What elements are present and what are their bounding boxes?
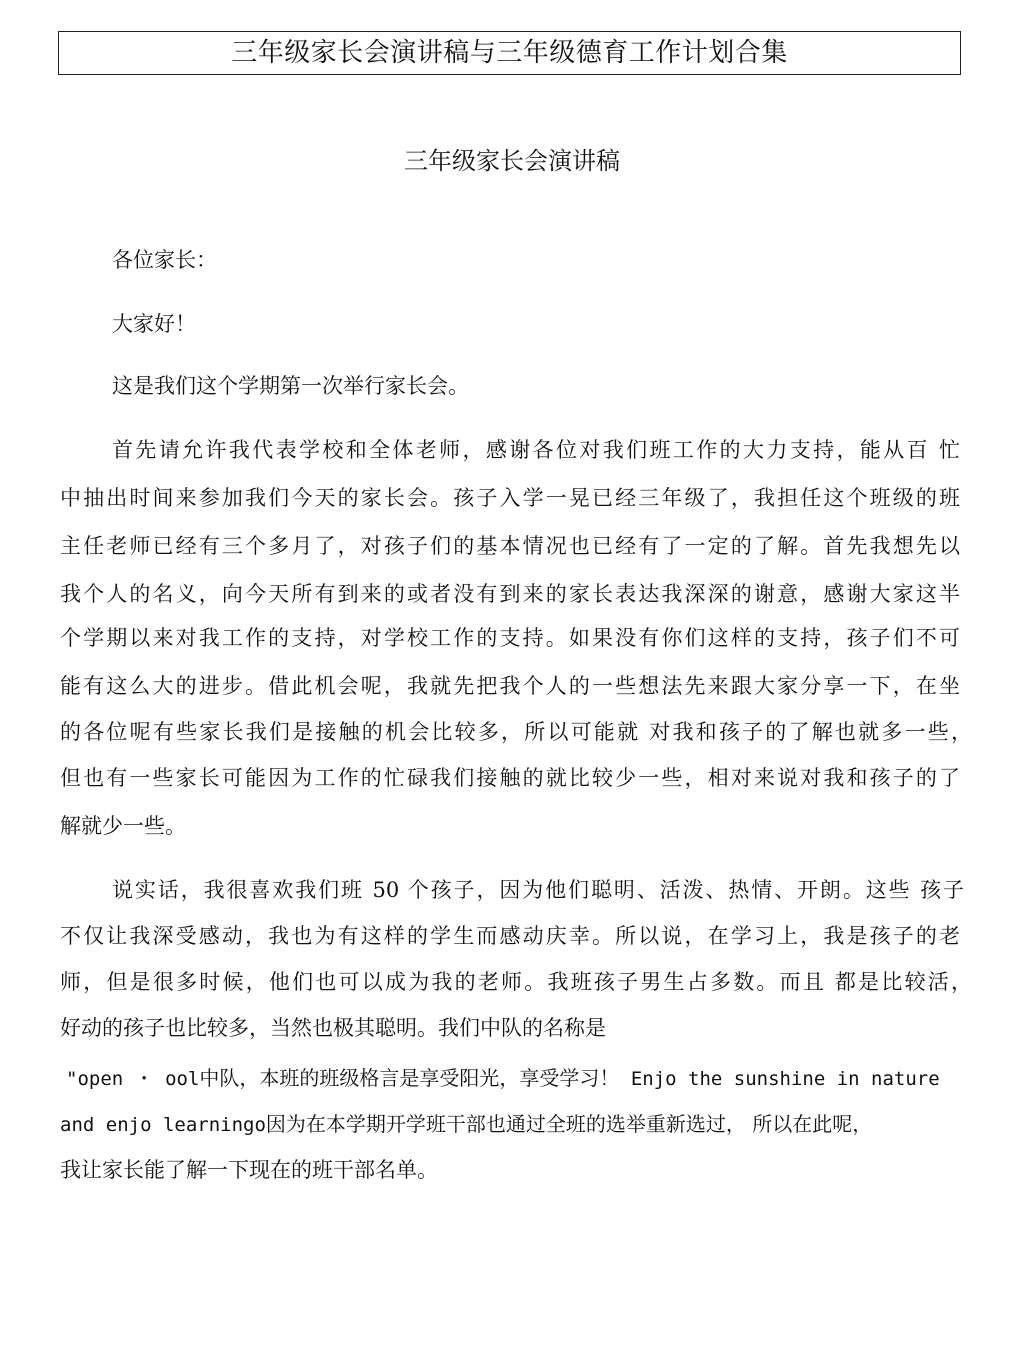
motto-english: Enjo the sunshine in nature [619, 1068, 940, 1090]
paragraph-line: 中抽出时间来参加我们今天的家长会。孩子入学一晃已经三年级了，我担任这个班级的班 [60, 486, 960, 510]
document-title: 三年级家长会演讲稿与三年级德育工作计划合集 [231, 38, 788, 68]
paragraph-line: 师，但是很多时候，他们也可以成为我的老师。我班孩子男生占多数。而且 都是比较活， [60, 970, 972, 994]
paragraph-line: 不仅让我深受感动，我也为有这样的学生而感动庆幸。所以说，在学习上，我是孩子的老 [60, 924, 960, 948]
paragraph-line: 解就少一些。 [60, 814, 186, 838]
paragraph-line: 能有这么大的进步。借此机会呢，我就先把我个人的一些想法先来跟大家分享一下，在坐 [60, 674, 960, 698]
paragraph-line: 个学期以来对我工作的支持，对学校工作的支持。如果没有你们这样的支持，孩子们不可 [60, 626, 960, 650]
motto-closing-line: 我让家长能了解一下现在的班干部名单。 [60, 1158, 438, 1182]
paragraph-line: 好动的孩子也比较多，当然也极其聪明。我们中队的名称是 [60, 1016, 606, 1040]
hello-line: 大家好！ [112, 312, 196, 336]
paragraph-line: 的各位呢有些家长我们是接触的机会比较多，所以可能就 对我和孩子的了解也就多一些， [60, 720, 972, 744]
greeting-line: 各位家长： [112, 248, 217, 272]
paragraph-line: 首先请允许我代表学校和全体老师，感谢各位对我们班工作的大力支持，能从百 忙 [112, 438, 960, 462]
paragraph-line: 但也有一些家长可能因为工作的忙碌我们接触的就比较少一些，相对来说对我和孩子的了 [60, 766, 960, 790]
motto-text-cont: 因为在本学期开学班干部也通过全班的选举重新选过， 所以在此呢， [265, 1112, 873, 1136]
motto-english-cont: and enjo learningo [60, 1114, 266, 1136]
motto-text: 中队，本班的班级格言是享受阳光，享受学习！ [199, 1066, 620, 1090]
paragraph-line: 主任老师已经有三个多月了，对孩子们的基本情况也已经有了一定的了解。首先我想先以 [60, 534, 960, 558]
speech-subtitle: 三年级家长会演讲稿 [404, 147, 620, 175]
motto-quote: "open ・ ool [66, 1068, 200, 1090]
document-title-box [58, 31, 961, 75]
motto-line [66, 1062, 1006, 1095]
motto-line [60, 1108, 1000, 1141]
intro-line: 这是我们这个学期第一次举行家长会。 [112, 374, 469, 398]
paragraph-line: 我个人的名义，向今天所有到来的或者没有到来的家长表达我深深的谢意，感谢大家这半 [60, 582, 960, 606]
paragraph-line: 说实话，我很喜欢我们班 50 个孩子，因为他们聪明、活泼、热情、开朗。这些 孩子 [112, 878, 964, 902]
